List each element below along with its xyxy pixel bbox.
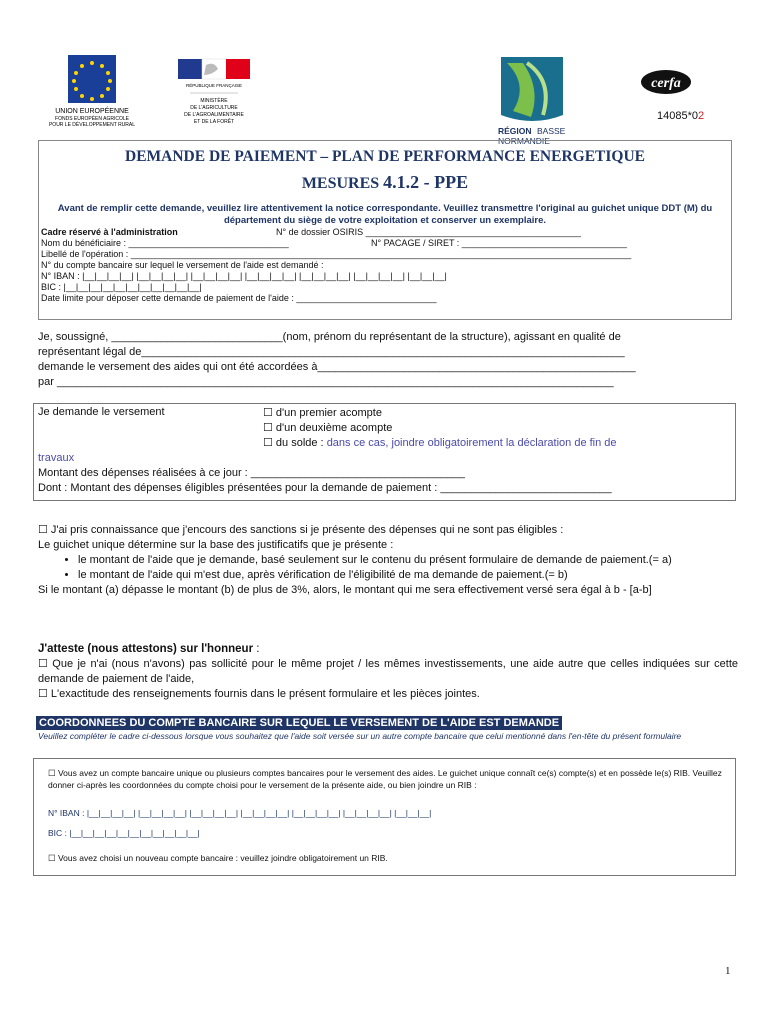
solde-checkbox[interactable]	[263, 436, 617, 449]
declaration-line2[interactable]: représentant légal de_______________________________________________________________________________	[38, 346, 625, 358]
cerfa-number-red: 2	[698, 110, 705, 122]
atteste-checkbox-2[interactable]: ☐ L'exactitude des renseignements fournis dans le présent formulaire et les pièces jointes.	[38, 688, 480, 700]
declaration-line4[interactable]: par ___________________________________________________________________________________________	[38, 376, 614, 388]
bank-bic-field[interactable]: BIC : |__|__|__|__|__|__|__|__|__|__|__|	[48, 828, 200, 838]
atteste-heading-colon: :	[253, 643, 260, 655]
pacage-field[interactable]: N° PACAGE / SIRET : _________________________________	[371, 238, 627, 248]
form-subtitle	[38, 172, 732, 193]
declaration-line1[interactable]: Je, soussigné, ____________________________(nom, prénom du représentant de la structure), agissant en qualité de	[38, 331, 621, 343]
bank-option1-checkbox[interactable]: ☐ Vous avez un compte bancaire unique ou plusieurs comptes bancaires pour le versement des aides. Le guichet unique connaît ce(s) compte(s) et en possède le(s) RIB. Veuillez donner ci-après les coordonnées du compte choisi pour le versement de la présente aide, ou bien joindre un RIB :	[48, 768, 722, 790]
eu-sub2: POUR LE DÉVELOPPEMENT RURAL	[48, 122, 136, 127]
solde-note: dans ce cas, joindre obligatoirement la déclaration de fin de	[326, 437, 617, 449]
sanctions-rule: Si le montant (a) dépasse le montant (b) de plus de 3%, alors, le montant qui me sera effectivement versé sera égal à b - [a-b]	[38, 584, 652, 596]
atteste-heading-text: J'atteste (nous attestons) sur l'honneur	[38, 643, 254, 655]
osiris-field[interactable]: N° de dossier OSIRIS ___________________________________________	[276, 227, 581, 237]
sanctions-bullet-a: • le montant de l'aide que je demande, basé seulement sur le contenu du présent formulaire de demande de paiement.(= a)	[78, 553, 738, 568]
region-label1: RÉGION	[498, 126, 532, 136]
libelle-field[interactable]: Libellé de l'opération : ____________________________________________________________________________________________________	[41, 249, 632, 259]
montant-eligible-field[interactable]: Dont : Montant des dépenses éligibles présentées pour la demande de paiement : ____________________________	[38, 482, 612, 494]
ministry-line4: ET DE LA FORÊT	[193, 119, 235, 125]
cerfa-number-main: 14085*0	[657, 110, 698, 122]
atteste-checkbox-1[interactable]: ☐ Que je n'ai (nous n'avons) pas sollicité pour le même projet / les mêmes investissements, une aide autre que celles indiquées sur cette demande de paiement de l'aide,	[38, 658, 738, 685]
admin-bic-field[interactable]: BIC : |__|__|__|__|__|__|__|__|__|__|__|	[41, 282, 202, 292]
subtitle-measure: 4.1.2 - PPE	[383, 172, 469, 192]
admin-heading: Cadre réservé à l'administration	[41, 227, 178, 237]
cerfa-logo-text: cerfa	[651, 76, 681, 91]
eu-name: UNION EUROPÉENNE	[55, 108, 129, 115]
bank-option2-checkbox[interactable]: ☐ Vous avez choisi un nouveau compte bancaire : veuillez joindre obligatoirement un RIB.	[48, 853, 388, 863]
sanctions-bullet-b: • le montant de l'aide qui m'est due, après vérification de l'éligibilité de ma demande de paiement.(= b)	[78, 568, 738, 583]
republique-francaise-logo	[170, 55, 256, 125]
region-label3: NORMANDIE	[498, 136, 550, 146]
cerfa-number	[657, 110, 704, 122]
montant-realise-field[interactable]: Montant des dépenses réalisées à ce jour : ___________________________________	[38, 467, 465, 479]
form-title: DEMANDE DE PAIEMENT – PLAN DE PERFORMANCE ENERGETIQUE	[125, 148, 645, 165]
solde-label: ☐ du solde :	[263, 437, 327, 449]
atteste-block	[38, 657, 738, 702]
region-label2: BASSE	[537, 126, 566, 136]
date-limite-field[interactable]: Date limite pour déposer cette demande de paiement de l'aide : ____________________________	[41, 293, 437, 303]
ministry-line2: DE L'AGRICULTURE	[190, 105, 238, 111]
versement-label: Je demande le versement	[38, 406, 165, 418]
intro-text: Avant de remplir cette demande, veuillez lire attentivement la notice correspondante. Veuillez transmettre l'original au guichet unique DDT (M) du département du siège de votre exploitation et conserver un exemplaire.	[57, 203, 713, 226]
sanctions-checkbox[interactable]: ☐ J'ai pris connaissance que j'encours des sanctions si je présente des dépenses qui ne sont pas éligibles :	[38, 524, 564, 536]
sanctions-intro: Le guichet unique détermine sur la base des justificatifs que je présente :	[38, 539, 394, 551]
eu-sub1: FONDS EUROPÉEN AGRICOLE	[55, 116, 129, 122]
deuxieme-acompte-checkbox[interactable]: ☐ d'un deuxième acompte	[263, 422, 393, 434]
admin-iban-field[interactable]: N° IBAN : |__|__|__|__| |__|__|__|__| |__|__|__|__| |__|__|__|__| |__|__|__|__| |__|__|__|__| |__|__|__|	[41, 271, 447, 281]
solde-note-cont: travaux	[38, 452, 75, 464]
eu-logo	[40, 55, 144, 127]
atteste-heading	[38, 643, 259, 655]
subtitle-prefix: MESURES	[301, 175, 384, 192]
region-normandie-logo	[493, 55, 573, 147]
ministry-line1: MINISTÈRE	[200, 98, 228, 104]
compte-label: N° du compte bancaire sur lequel le versement de l'aide est demandé :	[41, 260, 324, 270]
beneficiaire-field[interactable]: Nom du bénéficiaire : ________________________________	[41, 238, 289, 248]
declaration-block	[38, 330, 738, 390]
coord-note: Veuillez compléter le cadre ci-dessous lorsque vous souhaitez que l'aide soit versée sur un autre compte bancaire que celui mentionné dans l'en-tête du présent formulaire	[38, 731, 682, 741]
premier-acompte-checkbox[interactable]: ☐ d'un premier acompte	[263, 407, 382, 419]
page-number: 1	[725, 965, 731, 977]
sanctions-block	[38, 523, 738, 598]
coord-heading: COORDONNEES DU COMPTE BANCAIRE SUR LEQUEL LE VERSEMENT DE L'AIDE EST DEMANDE	[36, 716, 562, 730]
rf-name: RÉPUBLIQUE FRANÇAISE	[185, 83, 243, 88]
bank-iban-field[interactable]: N° IBAN : |__|__|__|__| |__|__|__|__| |__|__|__|__| |__|__|__|__| |__|__|__|__| |__|__|__|__| |__|__|__|	[48, 808, 432, 818]
cerfa-logo	[640, 68, 692, 96]
declaration-line3[interactable]: demande le versement des aides qui ont été accordées à____________________________________________________	[38, 361, 636, 373]
ministry-line3: DE L'AGROALIMENTAIRE	[184, 112, 244, 118]
